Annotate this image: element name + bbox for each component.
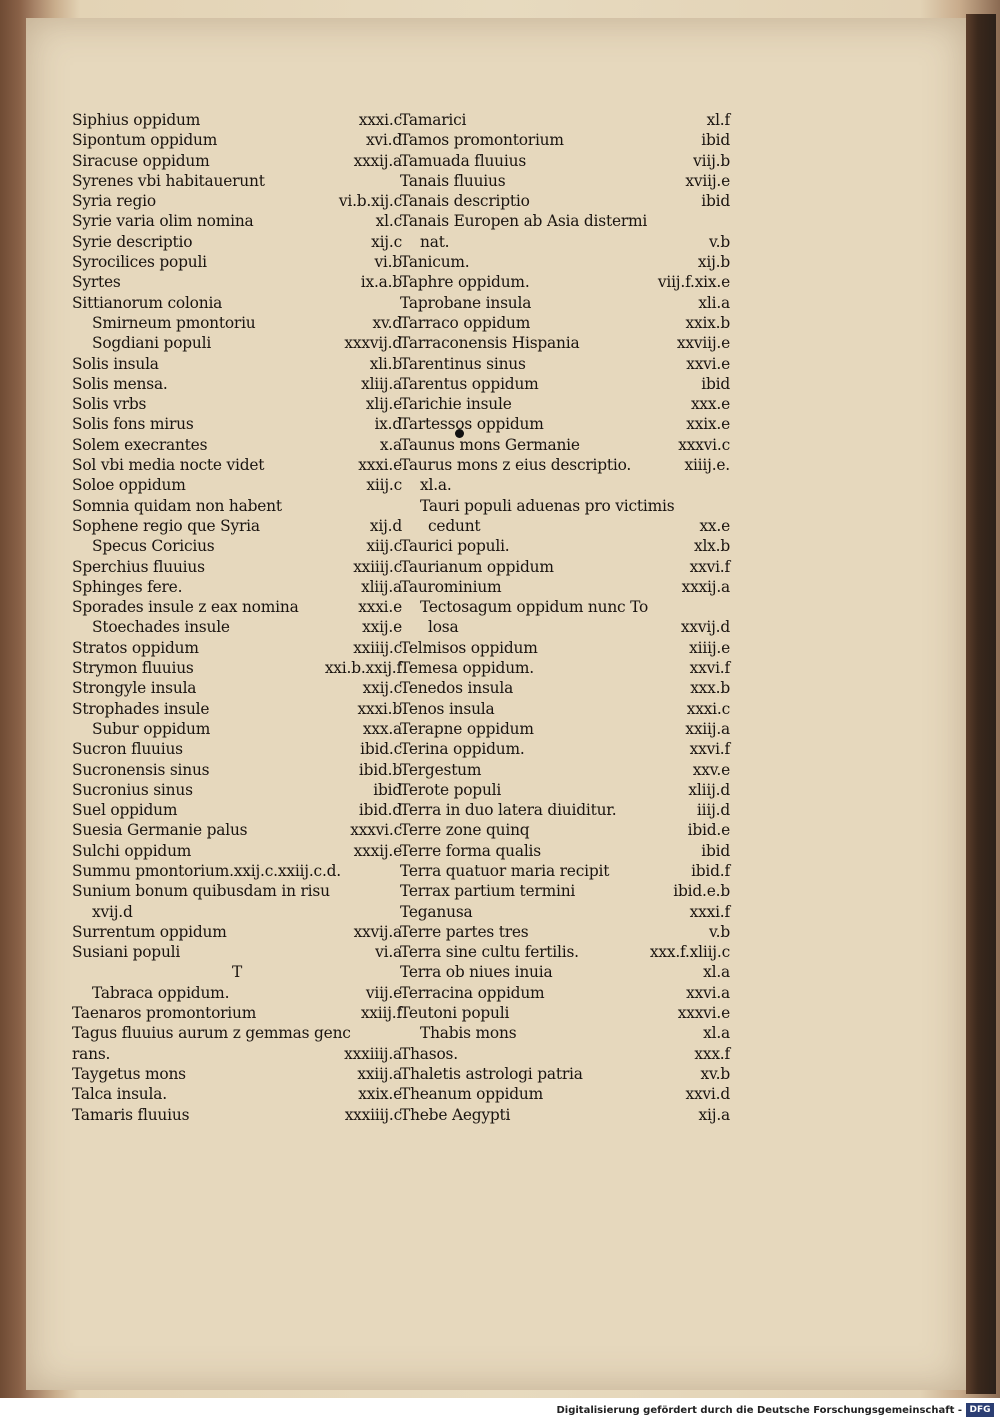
- entry-term: Stoechades insule: [92, 618, 230, 637]
- entry-reference: xxxij.a: [681, 577, 730, 596]
- entry-term: Siracuse oppidum: [72, 151, 210, 170]
- entry-reference: xli.a: [698, 293, 730, 312]
- index-entry: [400, 841, 730, 861]
- footer-credit: Digitalisierung gefördert durch die Deutsche Forschungsgemeinschaft -: [556, 1405, 962, 1416]
- index-entry: [72, 983, 402, 1003]
- index-entry: [72, 191, 402, 211]
- entry-reference: xxxi.e: [358, 598, 402, 617]
- index-entry: [400, 962, 730, 982]
- index-entry: [72, 333, 402, 353]
- index-entry: [72, 496, 402, 516]
- entry-term: Telmisos oppidum: [400, 638, 538, 657]
- index-entry: [400, 354, 730, 374]
- entry-term: losa: [428, 618, 459, 637]
- entry-reference: xiiij.e.: [684, 456, 730, 475]
- entry-reference: viij.f.xix.e: [657, 273, 730, 292]
- index-entry: [400, 719, 730, 739]
- entry-term: Strophades insule: [72, 699, 210, 718]
- entry-term: Subur oppidum: [92, 719, 211, 738]
- entry-reference: xxix.e: [358, 1085, 402, 1104]
- index-entry: [72, 293, 402, 313]
- entry-reference: ibid: [373, 780, 402, 799]
- entry-reference: ibid.c: [360, 740, 402, 759]
- entry-term: Syria regio: [72, 192, 156, 211]
- entry-reference: xxvi.a: [686, 983, 730, 1002]
- entry-term: Tectosagum oppidum nunc To: [420, 598, 649, 617]
- entry-term: Thabis mons: [420, 1024, 517, 1043]
- entry-reference: xlx.b: [693, 537, 730, 556]
- entry-reference: xl.a: [703, 963, 730, 982]
- entry-reference: v.b: [708, 232, 730, 251]
- entry-term: Taurici populi.: [400, 537, 510, 556]
- entry-term: Terra in duo latera diuiditur.: [400, 801, 617, 820]
- index-entry: [400, 1003, 730, 1023]
- entry-term: Surrentum oppidum: [72, 922, 227, 941]
- entry-term: rans.: [72, 1044, 111, 1063]
- entry-term: Somnia quidam non habent: [72, 496, 282, 515]
- index-entry: [400, 922, 730, 942]
- index-entry: [72, 1064, 402, 1084]
- entry-term: Terre forma qualis: [400, 841, 541, 860]
- index-entry: [400, 232, 730, 252]
- entry-term: Stratos oppidum: [72, 638, 199, 657]
- entry-reference: xxvi.f: [689, 740, 730, 759]
- index-entry: [72, 110, 402, 130]
- index-entry: [72, 597, 402, 617]
- entry-reference: xxix.b: [685, 313, 730, 332]
- index-entry: [400, 638, 730, 658]
- entry-reference: ibid.d: [358, 801, 402, 820]
- entry-reference: xxvij.d: [680, 618, 730, 637]
- entry-term: Solis fons mirus: [72, 415, 194, 434]
- entry-term: Tarraconensis Hispania: [400, 334, 580, 353]
- index-entry: [72, 557, 402, 577]
- entry-term: Tamaris fluuius: [72, 1105, 190, 1124]
- entry-reference: xxxi.c: [686, 699, 730, 718]
- entry-term: Taurominium: [400, 577, 502, 596]
- index-entry: [72, 841, 402, 861]
- entry-reference: xxx.f.xliij.c: [649, 943, 730, 962]
- index-entry: [400, 983, 730, 1003]
- index-entry: [72, 739, 402, 759]
- index-entry: [72, 800, 402, 820]
- index-entry: [72, 516, 402, 536]
- index-entry: [72, 151, 402, 171]
- entry-term: Terrax partium termini: [400, 882, 576, 901]
- entry-reference: xxvi.f: [689, 557, 730, 576]
- entry-reference: xxxiiij.c: [344, 1105, 402, 1124]
- entry-term: Susiani populi: [72, 943, 181, 962]
- index-entry: [400, 130, 730, 150]
- entry-term: Thasos.: [400, 1044, 458, 1063]
- entry-term: Solis insula: [72, 354, 159, 373]
- entry-term: Tartessos oppidum: [400, 415, 544, 434]
- index-entry: [400, 333, 730, 353]
- entry-term: nat.: [420, 232, 450, 251]
- entry-term: Sucronius sinus: [72, 780, 193, 799]
- index-entry: [72, 475, 402, 495]
- entry-term: Sittianorum colonia: [72, 293, 223, 312]
- entry-term: Thebe Aegypti: [400, 1105, 511, 1124]
- index-entry: [72, 1003, 402, 1023]
- entry-term: Tenedos insula: [400, 679, 514, 698]
- entry-reference: xxviij.e: [676, 334, 730, 353]
- entry-reference: xxx.b: [690, 679, 730, 698]
- index-entry: [72, 130, 402, 150]
- entry-reference: ix.a.b: [360, 273, 402, 292]
- entry-reference: ibid.f: [691, 861, 730, 880]
- entry-reference: xij.b: [697, 253, 730, 272]
- entry-reference: xxix.e: [686, 415, 730, 434]
- index-entry: [72, 252, 402, 272]
- entry-term: Tamos promontorium: [400, 131, 564, 150]
- entry-reference: xxi.b.xxij.f: [324, 659, 402, 678]
- entry-term: Taunus mons Germanie: [400, 435, 580, 454]
- entry-reference: vi.b.xij.c: [338, 192, 402, 211]
- entry-reference: xviij.e: [685, 171, 730, 190]
- entry-term: Taenaros promontorium: [72, 1004, 257, 1023]
- index-entry: [400, 374, 730, 394]
- index-entry: [72, 922, 402, 942]
- entry-term: Tanicum.: [400, 253, 470, 272]
- entry-term: Tauri populi aduenas pro victimis: [420, 496, 675, 515]
- entry-reference: v.b: [708, 922, 730, 941]
- entry-reference: ibid: [701, 841, 730, 860]
- entry-term: Teutoni populi: [400, 1004, 510, 1023]
- index-entry: [72, 820, 402, 840]
- entry-reference: vi.a: [375, 943, 402, 962]
- entry-reference: xliij.a: [361, 577, 402, 596]
- entry-reference: xl.c: [375, 212, 402, 231]
- entry-reference: xij.a: [698, 1105, 730, 1124]
- entry-reference: xxiiij.c: [353, 557, 402, 576]
- entry-reference: ibid.b: [358, 760, 402, 779]
- entry-term: Tarraco oppidum: [400, 313, 531, 332]
- entry-reference: xxxij.a: [353, 151, 402, 170]
- entry-term: Tabraca oppidum.: [92, 983, 230, 1002]
- index-entry: [400, 1044, 730, 1064]
- entry-term: Terracina oppidum: [400, 983, 545, 1002]
- entry-term: Sphinges fere.: [72, 577, 183, 596]
- entry-reference: xiiij.e: [689, 638, 730, 657]
- entry-term: Taprobane insula: [400, 293, 532, 312]
- index-entry: [400, 191, 730, 211]
- index-entry: [72, 780, 402, 800]
- index-entry: [400, 313, 730, 333]
- entry-reference: xxx.e: [690, 395, 730, 414]
- entry-reference: viij.e: [365, 983, 402, 1002]
- entry-term: cedunt: [428, 516, 481, 535]
- entry-term: Terre partes tres: [400, 922, 529, 941]
- entry-reference: xiij.c: [366, 537, 402, 556]
- index-entry: [72, 881, 402, 901]
- index-entry: [400, 760, 730, 780]
- entry-reference: xxxvi.e: [677, 1004, 730, 1023]
- entry-reference: xxv.e: [692, 760, 730, 779]
- entry-term: Sophene regio que Syria: [72, 516, 260, 535]
- index-entry: [400, 1084, 730, 1104]
- entry-term: Strymon fluuius: [72, 659, 194, 678]
- page-edge: [966, 14, 996, 1394]
- index-entry: [400, 536, 730, 556]
- entry-reference: xvi.d: [365, 131, 402, 150]
- index-entry: [72, 617, 402, 637]
- entry-reference: viij.b: [693, 151, 730, 170]
- entry-term: Thaletis astrologi patria: [400, 1064, 583, 1083]
- index-entry: [72, 272, 402, 292]
- index-entry: [400, 780, 730, 800]
- entry-term: Sperchius fluuius: [72, 557, 205, 576]
- index-entry: [400, 699, 730, 719]
- index-entry: [400, 820, 730, 840]
- index-entry: [72, 760, 402, 780]
- entry-term: Tanais Europen ab Asia distermi: [400, 212, 648, 231]
- entry-term: Sunium bonum quibusdam in risu: [72, 882, 330, 901]
- entry-term: xvij.d: [92, 902, 133, 921]
- entry-reference: xxiij.a: [357, 1064, 402, 1083]
- entry-reference: xxiiij.c: [353, 638, 402, 657]
- index-entry: [72, 394, 402, 414]
- entry-term: Temesa oppidum.: [400, 659, 534, 678]
- entry-reference: xv.d: [372, 313, 402, 332]
- index-entry: [400, 678, 730, 698]
- dfg-logo: DFG: [966, 1403, 994, 1417]
- entry-term: Tergestum: [400, 760, 482, 779]
- entry-term: Tagus fluuius aurum z gemmas genc: [72, 1024, 351, 1043]
- entry-term: Specus Coricius: [92, 537, 215, 556]
- index-entry: [72, 719, 402, 739]
- entry-term: Sucron fluuius: [72, 740, 183, 759]
- entry-term: Suel oppidum: [72, 801, 178, 820]
- entry-reference: xxxi.f: [689, 902, 730, 921]
- entry-term: Syrtes: [72, 273, 121, 292]
- index-entry: [400, 151, 730, 171]
- index-entry: [400, 861, 730, 881]
- entry-reference: vi.b: [374, 253, 402, 272]
- entry-term: Taurus mons z eius descriptio.: [400, 456, 632, 475]
- entry-term: Sol vbi media nocte videt: [72, 456, 265, 475]
- index-entry: [400, 272, 730, 292]
- index-entry: [400, 110, 730, 130]
- index-entry: [400, 252, 730, 272]
- entry-reference: xliij.a: [361, 374, 402, 393]
- entry-term: Terre zone quinq: [400, 821, 530, 840]
- entry-term: Tarentinus sinus: [400, 354, 526, 373]
- entry-reference: xxiij.a: [685, 719, 730, 738]
- index-entry: [72, 678, 402, 698]
- index-entry: [400, 1023, 730, 1043]
- index-entry: [400, 516, 730, 536]
- entry-term: Sporades insule z eax nomina: [72, 598, 299, 617]
- index-entry: [72, 435, 402, 455]
- entry-reference: xiij.c: [366, 476, 402, 495]
- index-entry: [400, 414, 730, 434]
- index-entry: [72, 942, 402, 962]
- index-entry: [72, 902, 402, 922]
- entry-term: xl.a.: [420, 476, 452, 495]
- entry-term: Terra quatuor maria recipit: [400, 861, 610, 880]
- index-entry: [400, 597, 730, 617]
- entry-reference: ibid: [701, 192, 730, 211]
- entry-reference: xlij.e: [365, 395, 402, 414]
- entry-reference: xxxi.b: [357, 699, 402, 718]
- entry-term: Summu pmontorium.xxij.c.xxiij.c.d.: [72, 861, 341, 880]
- index-entry: [72, 211, 402, 231]
- entry-reference: xli.b: [369, 354, 402, 373]
- index-entry: [400, 800, 730, 820]
- index-entry: [72, 455, 402, 475]
- entry-term: Terote populi: [400, 780, 502, 799]
- entry-reference: xv.b: [700, 1064, 730, 1083]
- entry-reference: xxx.f: [694, 1044, 730, 1063]
- index-entry: [72, 699, 402, 719]
- entry-term: Soloe oppidum: [72, 476, 186, 495]
- entry-reference: xxvi.d: [685, 1085, 730, 1104]
- entry-reference: ibid.e.b: [673, 882, 730, 901]
- index-entry: [72, 577, 402, 597]
- entry-term: Terapne oppidum: [400, 719, 534, 738]
- entry-term: Sucronensis sinus: [72, 760, 210, 779]
- entry-term: Syrie varia olim nomina: [72, 212, 254, 231]
- entry-reference: ibid: [701, 374, 730, 393]
- index-entry: [400, 881, 730, 901]
- entry-term: Tarichie insule: [400, 395, 512, 414]
- index-entry: [72, 658, 402, 678]
- entry-reference: xliij.d: [688, 780, 730, 799]
- index-entry: [72, 171, 402, 191]
- entry-reference: xxxvi.c: [678, 435, 730, 454]
- entry-term: Siphius oppidum: [72, 111, 201, 129]
- entry-term: Sulchi oppidum: [72, 841, 192, 860]
- entry-term: Terra ob niues inuia: [400, 963, 553, 982]
- index-entry: [72, 1084, 402, 1104]
- index-entry: [400, 455, 730, 475]
- entry-reference: xxvi.f: [689, 659, 730, 678]
- entry-reference: xxxvi.c: [350, 821, 402, 840]
- index-entry: [72, 536, 402, 556]
- entry-reference: ibid.e: [687, 821, 730, 840]
- index-entry: [400, 902, 730, 922]
- entry-term: Teganusa: [400, 902, 473, 921]
- index-column-left: [72, 110, 402, 1125]
- entry-reference: xxxvij.d: [344, 334, 402, 353]
- entry-term: Strongyle insula: [72, 679, 197, 698]
- entry-reference: xl.a: [703, 1024, 730, 1043]
- index-entry: [400, 496, 730, 516]
- entry-reference: ibid: [701, 131, 730, 150]
- index-entry: [400, 942, 730, 962]
- entry-reference: xij.c: [371, 232, 402, 251]
- index-entry: [400, 211, 730, 231]
- entry-term: Theanum oppidum: [400, 1085, 544, 1104]
- index-entry: [400, 435, 730, 455]
- entry-reference: ix.d: [374, 415, 402, 434]
- entry-term: Sipontum oppidum: [72, 131, 218, 150]
- entry-term: T: [231, 963, 243, 982]
- index-entry: [72, 1044, 402, 1064]
- index-entry: [400, 617, 730, 637]
- index-entry: [400, 394, 730, 414]
- entry-term: Solis vrbs: [72, 395, 147, 414]
- entry-term: Taphre oppidum.: [400, 273, 530, 292]
- index-entry: [400, 658, 730, 678]
- entry-term: Tamuada fluuius: [400, 151, 527, 170]
- entry-term: Sogdiani populi: [92, 334, 212, 353]
- entry-reference: xxij.e: [362, 618, 402, 637]
- entry-reference: xxx.a: [362, 719, 402, 738]
- entry-term: Terina oppidum.: [400, 740, 525, 759]
- index-entry: [72, 232, 402, 252]
- entry-term: Tenos insula: [400, 699, 495, 718]
- entry-term: Solem execrantes: [72, 435, 208, 454]
- entry-term: Syrocilices populi: [72, 253, 207, 272]
- index-entry: [400, 1064, 730, 1084]
- entry-term: Suesia Germanie palus: [72, 821, 248, 840]
- entry-reference: xxxi.c: [358, 111, 402, 129]
- index-entry: [400, 1105, 730, 1125]
- entry-term: Taygetus mons: [72, 1064, 186, 1083]
- index-entry: [72, 1023, 402, 1043]
- entry-reference: xxiij.f: [360, 1004, 402, 1023]
- index-entry: [72, 638, 402, 658]
- index-entry: [72, 1105, 402, 1125]
- entry-term: Smirneum pmontoriu: [92, 313, 256, 332]
- entry-term: Tanais fluuius: [400, 171, 506, 190]
- entry-term: Solis mensa.: [72, 374, 168, 393]
- index-entry: [72, 313, 402, 333]
- entry-term: Tanais descriptio: [400, 192, 530, 211]
- entry-reference: xxxiiij.a: [344, 1044, 402, 1063]
- entry-term: Tamarici: [400, 111, 467, 129]
- index-entry: [72, 374, 402, 394]
- index-entry: [400, 557, 730, 577]
- index-entry: [72, 962, 402, 982]
- index-entry: [400, 171, 730, 191]
- index-entry: [400, 293, 730, 313]
- entry-reference: iiij.d: [696, 801, 730, 820]
- entry-term: Tarentus oppidum: [400, 374, 539, 393]
- index-entry: [400, 739, 730, 759]
- entry-reference: xxvij.a: [353, 922, 402, 941]
- entry-term: Terra sine cultu fertilis.: [400, 943, 579, 962]
- index-entry: [72, 414, 402, 434]
- index-column-right: [400, 110, 730, 1125]
- entry-reference: xx.e: [699, 516, 730, 535]
- index-entry: [72, 861, 402, 881]
- entry-term: Taurianum oppidum: [400, 557, 554, 576]
- entry-reference: xxvi.e: [686, 354, 730, 373]
- index-entry: [72, 354, 402, 374]
- index-entry: [400, 475, 730, 495]
- index-entry: [400, 577, 730, 597]
- entry-term: Syrie descriptio: [72, 232, 193, 251]
- entry-reference: xxxi.e: [358, 456, 402, 475]
- entry-reference: x.a: [379, 435, 402, 454]
- entry-reference: xij.d: [369, 516, 402, 535]
- entry-reference: xxij.c: [362, 679, 402, 698]
- entry-term: Syrenes vbi habitauerunt: [72, 171, 265, 190]
- entry-reference: xxxij.e: [353, 841, 402, 860]
- entry-term: Talca insula.: [72, 1085, 167, 1104]
- entry-reference: xl.f: [706, 111, 730, 129]
